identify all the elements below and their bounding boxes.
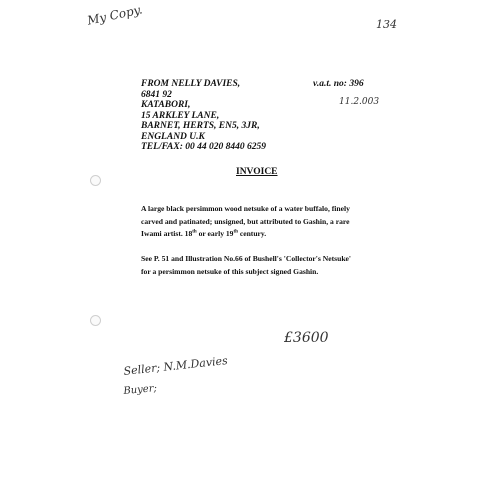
- sender-phone: TEL/FAX: 00 44 020 8440 6259: [141, 142, 267, 152]
- description-line: Iwami artist. 18th or early 19th century.: [141, 229, 267, 238]
- handwritten-seller: Seller; N.M.Davies: [123, 354, 229, 378]
- sender-country: ENGLAND U.K: [141, 131, 205, 142]
- handwritten-price: £3600: [284, 330, 329, 346]
- handwritten-date: 11.2.003: [339, 97, 380, 107]
- punch-hole: [90, 315, 101, 326]
- vat-number: v.a.t. no: 396: [313, 79, 364, 89]
- handwritten-my-copy: My Copy.: [86, 2, 144, 28]
- description-line: carved and patinated; unsigned, but attributed to Gashin, a rare: [141, 216, 350, 226]
- reference-note: [141, 253, 351, 278]
- invoice-title: INVOICE: [236, 167, 278, 177]
- description-line: A large black persimmon wood netsuke of a water buffalo, finely: [141, 204, 350, 213]
- sender-business: KATABORI,: [141, 100, 191, 110]
- item-description: [141, 203, 350, 241]
- punch-hole: [90, 175, 101, 186]
- sender-street: 15 ARKLEY LANE,: [141, 110, 220, 121]
- reference-line: See P. 51 and Illustration No.66 of Bushell's 'Collector's Netsuke': [141, 254, 352, 263]
- sender-address-block: [141, 79, 266, 153]
- sender-code: 6841 92: [141, 89, 172, 100]
- sender-town: BARNET, HERTS, EN5, 3JR,: [141, 121, 260, 131]
- handwritten-buyer: Buyer;: [123, 383, 158, 397]
- handwritten-page-number: 134: [376, 18, 397, 31]
- reference-line: for a persimmon netsuke of this subject signed Gashin.: [141, 266, 319, 276]
- sender-name: FROM NELLY DAVIES,: [141, 79, 241, 89]
